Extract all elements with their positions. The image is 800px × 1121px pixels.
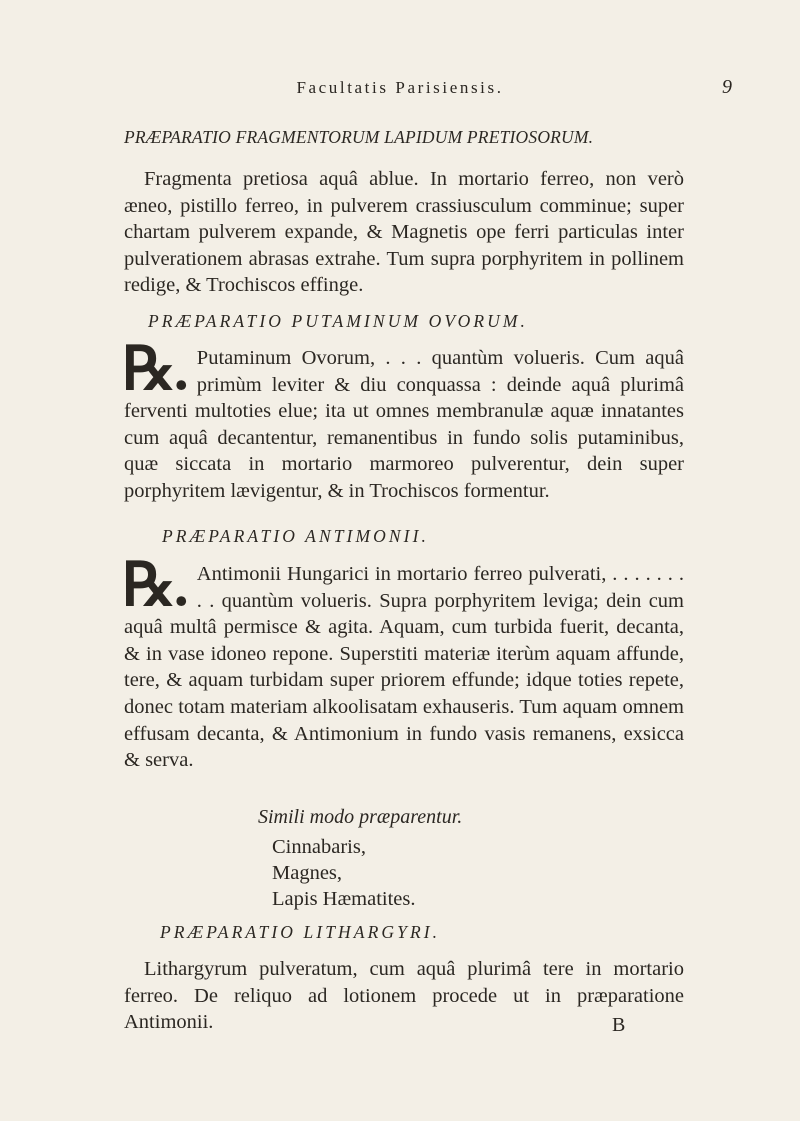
section-text: Fragmenta pretiosa aquâ ablue. In mortario ferreo, non verò æneo, pistillo ferreo, in pulverem crassiusculum comminue; super chartam pulverem expande, & Magnetis ope ferri particulas inter pulverationem abrasas extrahe. Tum supra porphyritem in pollinem redige, & Trochiscos effinge.	[124, 168, 684, 297]
section-antimonium	[162, 526, 722, 547]
section-lithargyrum-body	[124, 956, 684, 1036]
section-title: PRÆPARATIO LITHARGYRI.	[160, 922, 441, 942]
section-text: Putaminum Ovorum, . . . quantùm volueris. Cum aquâ primùm leviter & diu conquassa : deinde aquâ plurimâ ferventi multoties elue; ita ut omnes membranulæ aquæ innatantes cum aquâ decantentur, remanentibus in fundo solis putaminibus, quæ siccata in mortario marmoreo pulverentur, dein super porphyritem lævigentur, & in Trochiscos formentur.	[124, 347, 684, 502]
section-putamina-body	[122, 336, 684, 505]
simili-heading-wrap	[258, 806, 800, 829]
section-title: PRÆPARATIO ANTIMONII.	[162, 526, 429, 546]
running-head: Facultatis Parisiensis.	[296, 78, 504, 97]
section-text: Antimonii Hungarici in mortario ferreo pulverati, . . . . . . . . . quantùm volueris. Supra porphyritem leviga; dein cum aquâ multâ permisce & agita. Aquam, cum turbida fuerit, decanta, & in vase idoneo repone. Superstiti materiæ iterùm aquam affunde, tere, & aquam turbidam super priorem effunde; idque toties repete, donec totam materiam alkoolisatam exhauseris. Tum aquam omnem effusam decanta, & Antimonium in fundo vasis remanens, exsicca & serva.	[124, 563, 684, 772]
list-item: Magnes,	[272, 862, 343, 884]
prescription-mark: ℞.	[122, 336, 187, 402]
section-text-wrap	[122, 336, 684, 505]
prescription-mark: ℞.	[122, 552, 187, 618]
page-number: 9	[722, 76, 732, 98]
list-item: Lapis Hæmatites.	[272, 888, 416, 910]
section-putamina	[148, 311, 708, 332]
section-lithargyrum	[160, 922, 720, 943]
list-item: Cinnabaris,	[272, 836, 366, 858]
section-text: Lithargyrum pulveratum, cum aquâ plurimâ tere in mortario ferreo. De reliquo ad lotionem procede ut in præparatione Antimonii.	[124, 958, 684, 1034]
simili-heading: Simili modo præparentur.	[258, 806, 463, 828]
signature-mark: B	[612, 1014, 626, 1036]
section-text-wrap	[122, 552, 684, 774]
section-title: PRÆPARATIO FRAGMENTORUM LAPIDUM PRETIOSORUM.	[124, 127, 594, 147]
section-fragmenta-body	[124, 166, 684, 299]
simili-list	[272, 834, 800, 912]
section-title: PRÆPARATIO PUTAMINUM OVORUM.	[148, 311, 529, 331]
section-fragmenta	[124, 127, 684, 148]
section-antimonium-body	[122, 552, 684, 774]
